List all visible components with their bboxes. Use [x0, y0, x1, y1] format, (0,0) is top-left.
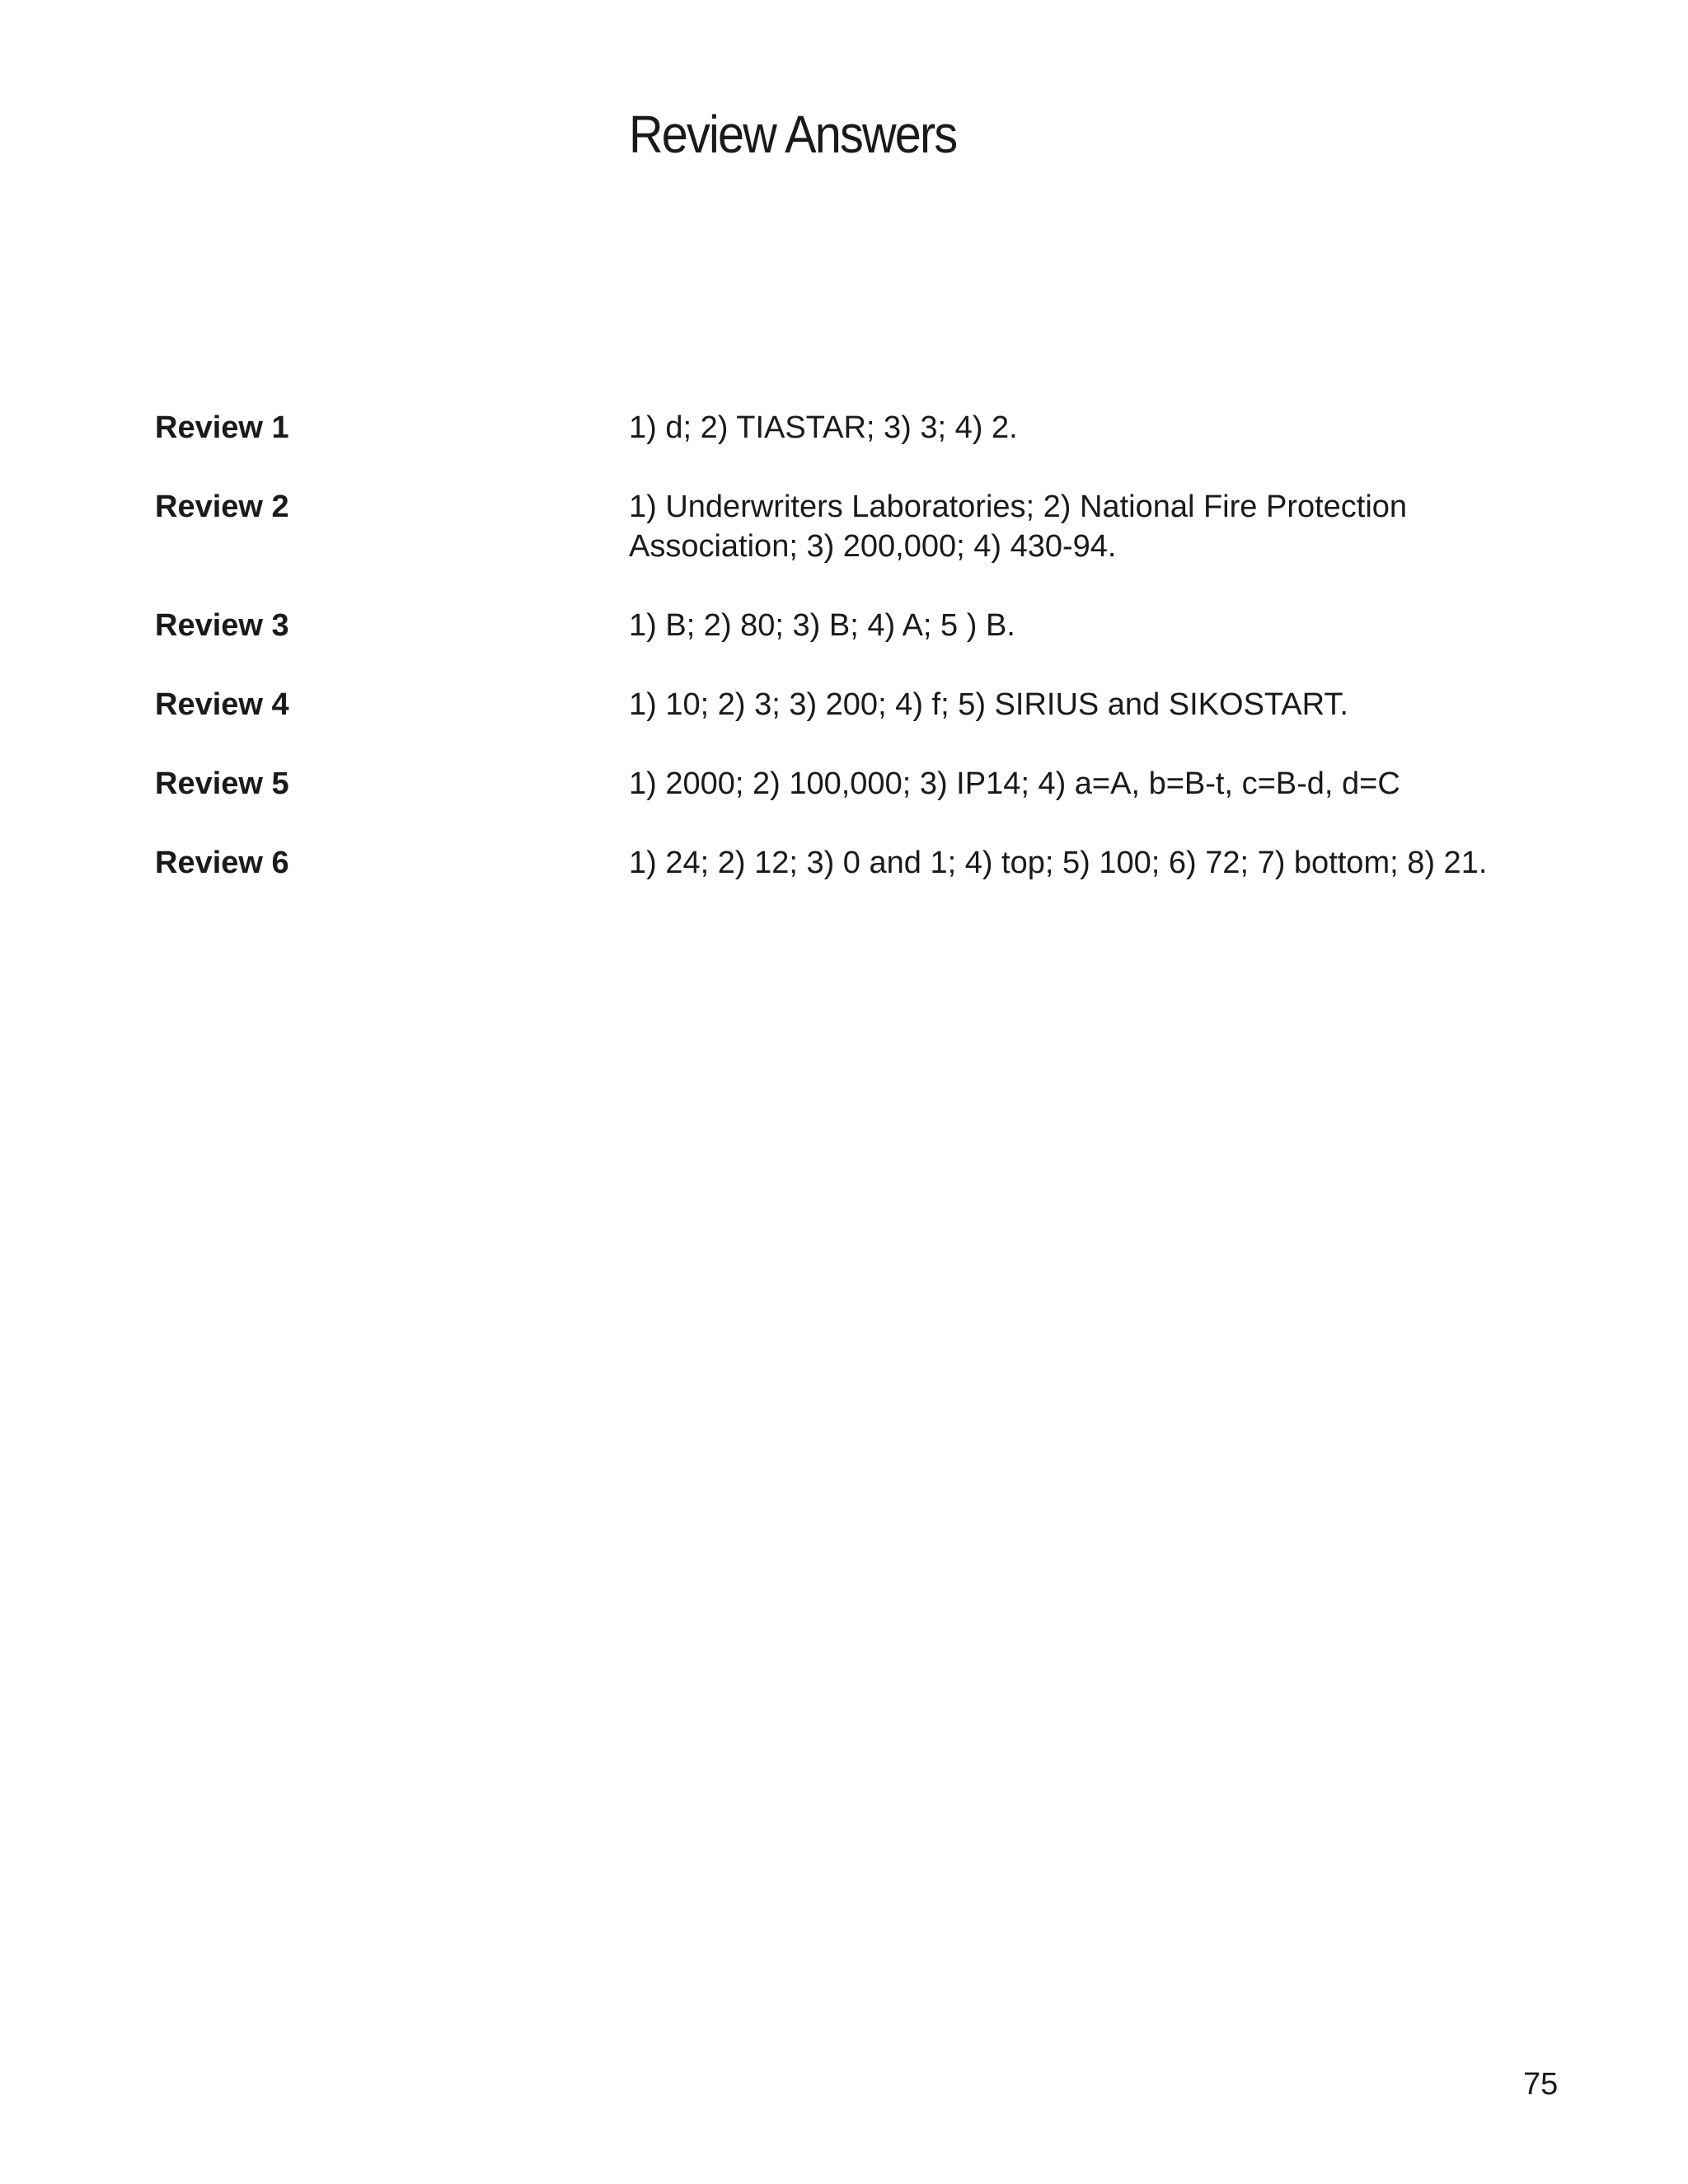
review-label: Review 6	[155, 846, 289, 880]
review-row-4	[155, 685, 1573, 724]
review-row-3	[155, 606, 1573, 645]
review-row-5	[155, 764, 1573, 804]
review-answers: 1) 10; 2) 3; 3) 200; 4) f; 5) SIRIUS and SIKOSTART.	[629, 687, 1348, 722]
review-row-6	[155, 843, 1573, 883]
review-answers: 1) Underwriters Laboratories; 2) National Fire Protection Association; 3) 200,000; 4) 430-94.	[629, 490, 1408, 564]
review-label: Review 5	[155, 766, 289, 801]
review-label: Review 2	[155, 490, 289, 524]
review-answers: 1) B; 2) 80; 3) B; 4) A; 5 ) B.	[629, 608, 1015, 643]
review-answers: 1) d; 2) TIASTAR; 3) 3; 4) 2.	[629, 410, 1018, 445]
review-answers: 1) 2000; 2) 100,000; 3) IP14; 4) a=A, b=B-t, c=B-d, d=C	[629, 766, 1400, 801]
review-row-2	[155, 487, 1573, 566]
page-number: 75	[1523, 2067, 1559, 2102]
review-label: Review 4	[155, 687, 289, 722]
review-label: Review 1	[155, 410, 289, 445]
review-answers: 1) 24; 2) 12; 3) 0 and 1; 4) top; 5) 100; 6) 72; 7) bottom; 8) 21.	[629, 846, 1488, 880]
review-row-1	[155, 408, 1573, 448]
page-title: Review Answers	[629, 105, 957, 164]
review-label: Review 3	[155, 608, 289, 643]
review-answers-list	[155, 408, 1573, 922]
